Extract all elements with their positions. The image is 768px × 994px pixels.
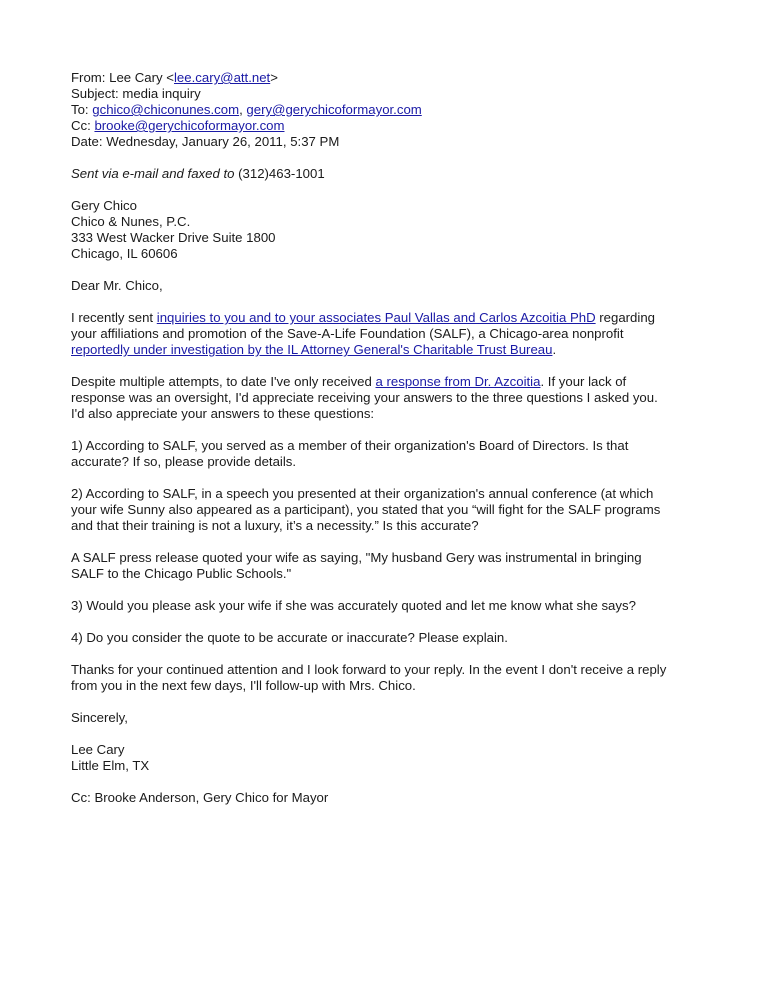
closing-paragraph: Thanks for your continued attention and I look forward to your reply. In the event I don't receive a reply from you in the next few days, I'll follow-up with Mrs. Chico. xyxy=(71,662,667,693)
question-4: 4) Do you consider the quote to be accurate or inaccurate? Please explain. xyxy=(71,630,508,645)
to-line: To: gchico@chiconunes.com, gery@gerychicoformayor.com xyxy=(71,102,422,117)
salutation: Dear Mr. Chico, xyxy=(71,278,163,293)
signature-location: Little Elm, TX xyxy=(71,758,150,773)
press-release-paragraph: A SALF press release quoted your wife as saying, "My husband Gery was instrumental in bringing SALF to the Chicago Public Schools." xyxy=(71,550,642,581)
question-3: 3) Would you please ask your wife if she was accurately quoted and let me know what she says? xyxy=(71,598,636,613)
azcoitia-response-link[interactable]: a response from Dr. Azcoitia xyxy=(375,374,541,389)
cc-footer: Cc: Brooke Anderson, Gery Chico for Mayor xyxy=(71,790,329,805)
investigation-link[interactable]: reportedly under investigation by the IL Attorney General's Charitable Trust Bureau xyxy=(71,342,553,357)
to-email-link-2[interactable]: gery@gerychicoformayor.com xyxy=(246,102,422,117)
cc-line: Cc: brooke@gerychicoformayor.com xyxy=(71,118,285,133)
inquiries-link[interactable]: inquiries to you and to your associates Paul Vallas and Carlos Azcoitia PhD xyxy=(156,310,596,325)
recipient-address xyxy=(71,198,711,262)
paragraph-response: Despite multiple attempts, to date I've only received a response from Dr. Azcoitia. If your lack of response was an oversight, I'd appreciate receiving your answers to the three questions I asked you. I'd also appreciate your answers to these questions: xyxy=(71,374,658,421)
email-header xyxy=(71,70,711,150)
from-line: From: Lee Cary <lee.cary@att.net> xyxy=(71,70,278,85)
from-email-link[interactable]: lee.cary@att.net xyxy=(174,70,271,85)
date-line: Date: Wednesday, January 26, 2011, 5:37 PM xyxy=(71,134,340,149)
sent-via-line: Sent via e-mail and faxed to (312)463-1001 xyxy=(71,166,325,181)
to-email-link-1[interactable]: gchico@chiconunes.com xyxy=(92,102,240,117)
signature-name: Lee Cary xyxy=(71,742,125,757)
recipient-street: 333 West Wacker Drive Suite 1800 xyxy=(71,230,276,245)
signature-block xyxy=(71,742,711,774)
recipient-name: Gery Chico xyxy=(71,198,137,213)
paragraph-inquiries: I recently sent inquiries to you and to your associates Paul Vallas and Carlos Azcoitia PhD regarding your affiliations and promotion of the Save-A-Life Foundation (SALF), a Chicago-area nonprofit reportedly under investigation by the IL Attorney General's Charitable Trust Bureau. xyxy=(71,310,655,357)
recipient-firm: Chico & Nunes, P.C. xyxy=(71,214,191,229)
question-1: 1) According to SALF, you served as a member of their organization's Board of Directors. Is that accurate? If so, please provide details. xyxy=(71,438,629,469)
signoff: Sincerely, xyxy=(71,710,128,725)
cc-email-link[interactable]: brooke@gerychicoformayor.com xyxy=(94,118,285,133)
question-2: 2) According to SALF, in a speech you presented at their organization's annual conference (at which your wife Sunny also appeared as a participant), you stated that you “will fight for the SALF programs and that their training is not a luxury, it’s a necessity.” Is this accurate? xyxy=(71,486,661,533)
subject-line: Subject: media inquiry xyxy=(71,86,201,101)
letter-document xyxy=(71,70,711,822)
recipient-city: Chicago, IL 60606 xyxy=(71,246,178,261)
